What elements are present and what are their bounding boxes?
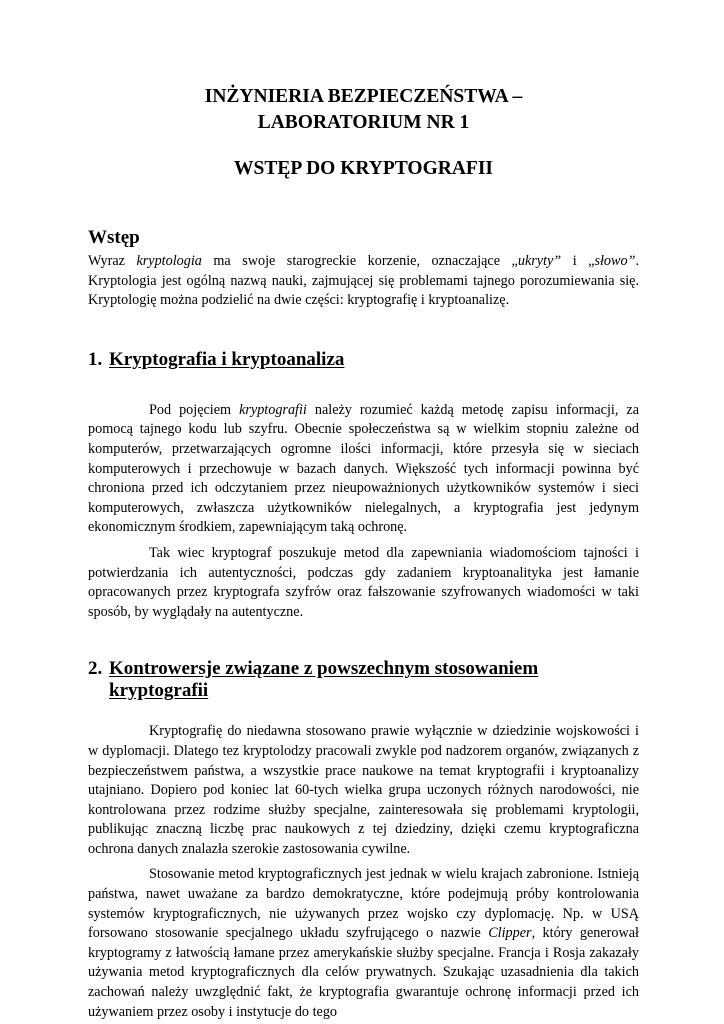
section-1-paragraph-2: Tak wiec kryptograf poszukuje metod dla zapewniania wiadomościom tajności i potwierdzania ich autentyczności, podczas gdy zadaniem kryptoanalityka jest łamanie opracowanych przez kryptografa szyfrów oraz fałszowanie szyfrowanych wiadomości w taki sposób, by wyglądały na autentyczne.	[88, 544, 639, 620]
section-2-paragraph-2	[88, 865, 639, 1022]
document-subtitle: WSTĘP DO KRYPTOGRAFII	[234, 158, 493, 179]
intro-term-kryptologia: kryptologia	[136, 253, 202, 269]
section-1-number: 1.	[88, 348, 103, 370]
section-1-p1-text-a: Pod pojęciem	[149, 401, 240, 418]
section-2-paragraph-1: Kryptografię do niedawna stosowano prawie wyłącznie w dziedzinie wojskowości i w dyplomacji. Dlatego tez kryptolodzy pracowali zwykle pod nadzorem organów, związanych z bezpieczeństwem państwa, a wszystkie prace naukowe na temat kryptografii i kryptoanalizy utajniano. Dopiero pod koniec lat 60-tych wielka grupa uczonych różnych narodowości, nie kontrolowana przez rodzime służby specjalne, zainteresowała się problemami kryptologii, publikując znaczną liczbę prac naukowych z tej dziedziny, dzięki czemu kryptograficzna ochrona danych znalazła szerokie zastosowania cywilne.	[88, 723, 639, 857]
section-2-title: Kontrowersje związane z powszechnym stosowaniem kryptografii	[109, 658, 539, 702]
intro-term-slowo: słowo”	[594, 253, 636, 269]
section-2-number: 2.	[88, 658, 103, 680]
intro-text-g: . Kryptologia jest ogólną nazwą nauki, zajmującej się problemami tajnego porozumiewania się. Kryptologię można podzielić na dwie części: kryptografię i kryptoanalizę.	[88, 253, 639, 309]
section-1-paragraph-1	[88, 401, 639, 538]
section-1-title: Kryptografia i kryptoanaliza	[109, 348, 345, 370]
intro-text-e: i „	[561, 253, 595, 269]
intro-heading: Wstęp	[88, 227, 140, 248]
section-2-p2-text-c: , który generował kryptogramy z łatwością łamane przez amerykańskie służby specjalne. Francja i Rosja zakazały używania metod kryptograficznych dla celów prywatnych. Szukając uzasadnienia dla takich zachowań należy uwzględnić fakt, że kryptografia gwarantuje ochronę informacji przed ich używaniem przez osoby i instytucje do tego	[88, 925, 639, 1020]
document-title-line-1: INŻYNIERIA BEZPIECZEŃSTWA –	[204, 86, 523, 107]
intro-text-c: ma swoje starogreckie korzenie, oznaczające „	[201, 253, 518, 269]
document-title-line-2: LABORATORIUM NR 1	[257, 112, 470, 133]
intro-paragraph	[88, 252, 639, 311]
section-2-term-clipper: Clipper	[488, 925, 532, 942]
document-page	[88, 84, 639, 1022]
section-1-p1-text-c: należy rozumieć każdą metodę zapisu informacji, za pomocą tajnego kodu lub szyfru. Obecnie społeczeństwa są w wielkim stopniu zależne od komputerów, przetwarzających ogromne ilości informacji, które przesyła się w sieciach komputerowych i przechowuje w bazach danych. Większość tych informacji powinna być chroniona przed ich odczytaniem przez nieupoważnionych użytkowników systemów i sieci komputerowych, zwłaszcza użytkowników nielegalnych, a kryptografia jest jedynym ekonomicznym środkiem, zapewniającym taką ochronę.	[88, 401, 640, 536]
section-1-heading	[88, 349, 639, 371]
section-1-term-kryptografii: kryptografii	[239, 401, 307, 418]
section-2-heading	[88, 658, 639, 702]
intro-text-a: Wyraz	[88, 253, 137, 269]
section-2-p2-text-a: Stosowanie metod kryptograficznych jest jednak w wielu krajach zabronione. Istnieją państwa, nawet uważane za bardzo demokratyczne, które podejmują próby kontrolowania systemów kryptograficznych, nie używanych przez wojsko czy dyplomację. Np. w USĄ forsowano stosowanie specjalnego układu szyfrującego o nazwie	[88, 866, 639, 942]
intro-term-ukryty: ukryty”	[517, 253, 562, 269]
